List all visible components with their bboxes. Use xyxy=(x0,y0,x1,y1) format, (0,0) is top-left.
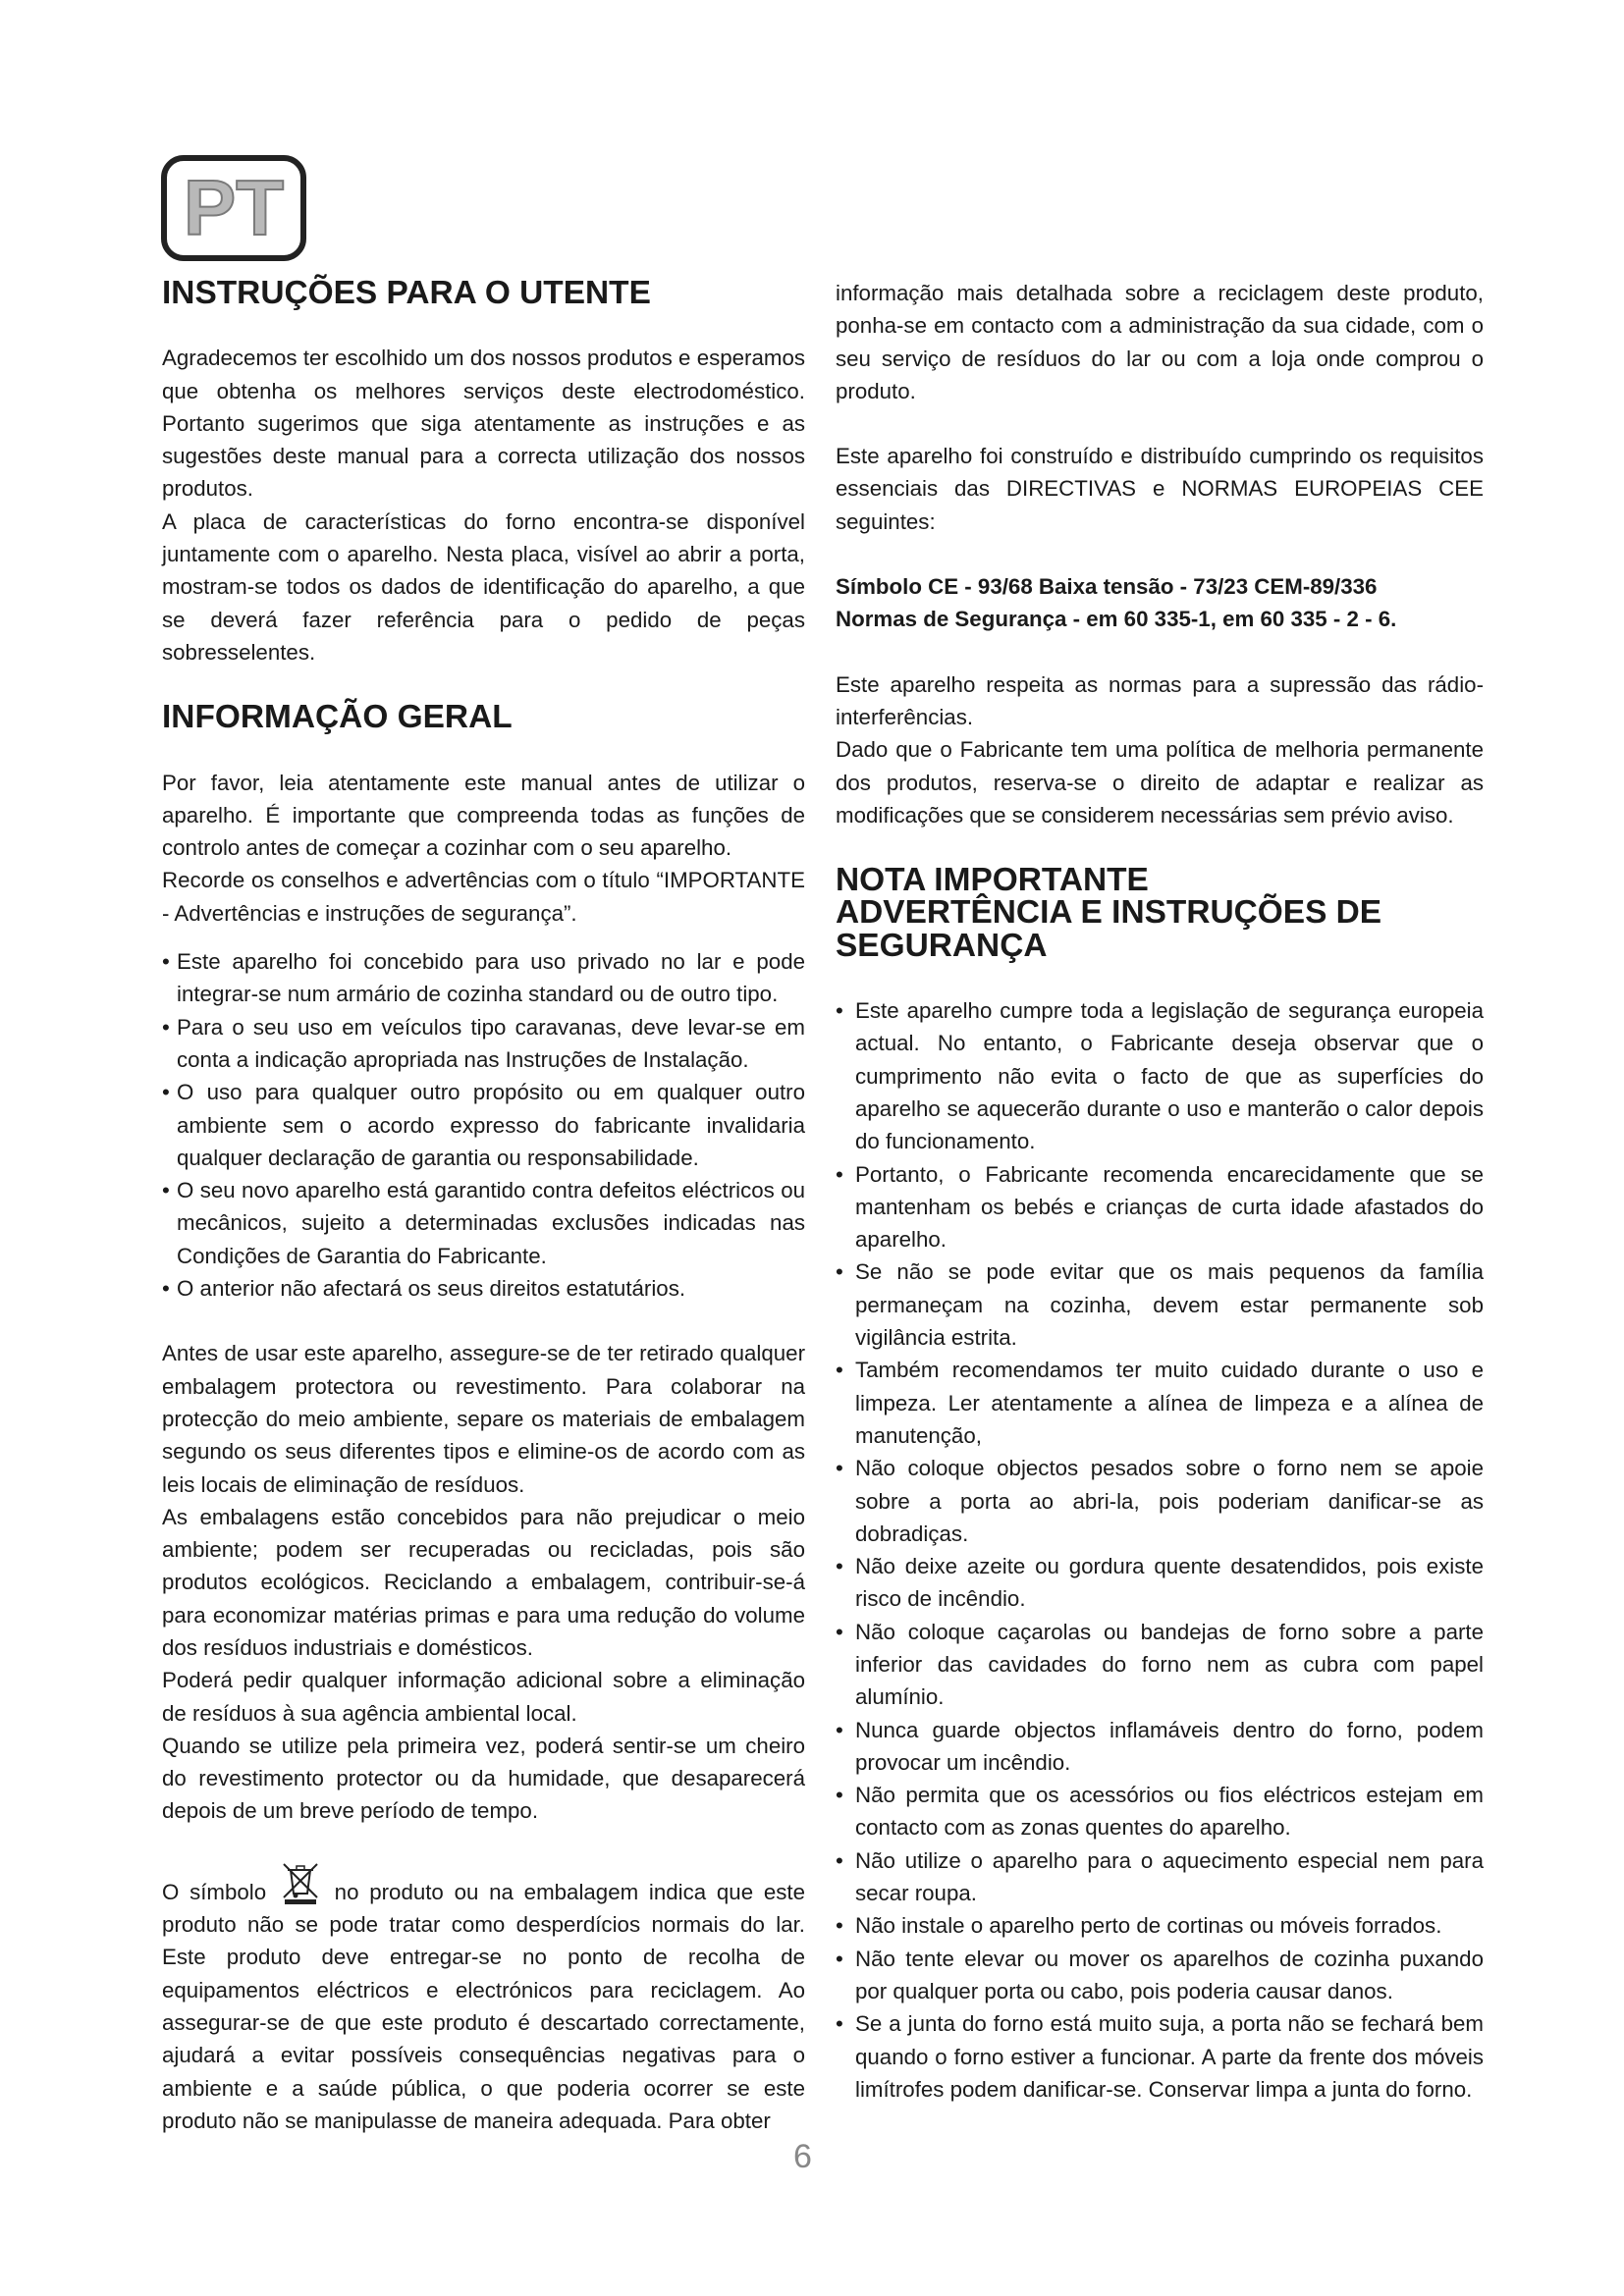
list-item: • Não coloque caçarolas ou bandejas de forno sobre a parte inferior das cavidades do forno nem as cubra com papel alumínio. xyxy=(836,1616,1484,1714)
paragraph-melhoria: Dado que o Fabricante tem uma política de melhoria permanente dos produtos, reserva-se o direito de adaptar e realizar as modificações que se considerem necessárias sem prévio aviso. xyxy=(836,737,1484,828)
language-badge-pt xyxy=(160,154,307,262)
list-item: • Também recomendamos ter muito cuidado durante o uso e limpeza. Ler atentamente a alínea de limpeza e a alínea de manutenção, xyxy=(836,1354,1484,1452)
section-heading-advertencia: ADVERTÊNCIA E INSTRUÇÕES DE SEGURANÇA xyxy=(836,894,1382,964)
language-badge-text: PT xyxy=(183,164,285,251)
paragraph-agencia-ambiental: Poderá pedir qualquer informação adicional sobre a eliminação de resíduos à sua agência ambiental local. xyxy=(162,1668,805,1726)
section-heading-instrucoes: INSTRUÇÕES PARA O UTENTE xyxy=(162,275,651,311)
paragraph-leia-manual: Por favor, leia atentamente este manual antes de utilizar o aparelho. É importante que compreenda todas as funções de controlo antes de começar a cozinhar com o seu aparelho. xyxy=(162,770,805,861)
paragraph-embalagem: Antes de usar este aparelho, assegure-se de ter retirado qualquer embalagem protectora ou revestimento. Para colaborar na protecção do meio ambiente, separe os materiais de embalagem segundo os seus diferentes tipos e elimine-os de acordo com as leis locais de eliminação de resíduos. xyxy=(162,1341,805,1497)
paragraph-reciclagem-info: informação mais detalhada sobre a reciclagem deste produto, ponha-se em contacto com a administração da sua cidade, com o seu serviço de resíduos do lar ou com a loja onde comprou o produto. xyxy=(836,281,1484,403)
list-item: • Não coloque objectos pesados sobre o forno nem se apoie sobre a porta ao abri-la, pois poderiam danificar-se as dobradiças. xyxy=(836,1452,1484,1550)
list-item: • Se não se pode evitar que os mais pequenos da família permaneçam na cozinha, devem estar permanente sob vigilância estrita. xyxy=(836,1255,1484,1354)
paragraph-cheiro: Quando se utilize pela primeira vez, poderá sentir-se um cheiro do revestimento protector ou da humidade, que desaparecerá depois de um breve período de tempo. xyxy=(162,1733,805,1824)
list-item: • Não deixe azeite ou gordura quente desatendidos, pois existe risco de incêndio. xyxy=(836,1550,1484,1616)
general-info-list xyxy=(162,945,805,1305)
paragraph-simbolo-reciclagem xyxy=(162,1860,805,2137)
list-item: • Nunca guarde objectos inflamáveis dentro do forno, podem provocar um incêndio. xyxy=(836,1714,1484,1780)
list-item: • Para o seu uso em veículos tipo caravanas, deve levar-se em conta a indicação apropriada nas Instruções de Instalação. xyxy=(162,1011,805,1077)
list-item: • Se a junta do forno está muito suja, a porta não se fechará bem quando o forno estiver a funcionar. A parte da frente dos móveis limítrofes podem danificar-se. Conservar limpa a junta do forno. xyxy=(836,2007,1484,2106)
paragraph-embalagens-ecologicas: As embalagens estão concebidos para não prejudicar o meio ambiente; podem ser recuperadas ou recicladas, pois são produtos ecológicos. Reciclando a embalagem, contribuir-se-á para economizar matérias primas e para uma redução do volume dos resíduos industriais e domésticos. xyxy=(162,1504,805,1660)
section-heading-informacao-geral: INFORMAÇÃO GERAL xyxy=(162,699,513,736)
paragraph-recorde: Recorde os conselhos e advertências com o título “IMPORTANTE - Advertências e instruções de segurança”. xyxy=(162,868,805,926)
safety-list xyxy=(836,994,1484,2106)
paragraph-radio-interferencias: Este aparelho respeita as normas para a supressão das rádio-interferências. xyxy=(836,671,1484,729)
list-item: • Não utilize o aparelho para o aquecimento especial nem para secar roupa. xyxy=(836,1844,1484,1910)
right-column xyxy=(836,277,1484,2106)
crossed-bin-icon xyxy=(279,1860,322,1905)
section-heading-nota-importante: NOTA IMPORTANTE xyxy=(836,862,1149,899)
simbolo-text: no produto ou na embalagem indica que este produto não se pode tratar como desperdícios normais do lar. Este produto deve entregar-se no ponto de recolha de equipamentos eléctricos e electrónicos para reciclagem. Ao assegurar-se de que este produto é descartado correctamente, ajudará a evitar possíveis consequências negativas para o ambiente e a saúde pública, o que poderia ocorrer se este produto não se manipulasse de maneira adequada. Para obter xyxy=(162,1879,805,2133)
list-item: • O seu novo aparelho está garantido contra defeitos eléctricos ou mecânicos, sujeito a determinadas exclusões indicadas nas Condições de Garantia do Fabricante. xyxy=(162,1174,805,1272)
page-number: 6 xyxy=(793,2138,812,2175)
ce-norms-line: Símbolo CE - 93/68 Baixa tensão - 73/23 CEM-89/336 xyxy=(836,574,1378,600)
list-item: • Não permita que os acessórios ou fios eléctricos estejam em contacto com as zonas quentes do aparelho. xyxy=(836,1779,1484,1844)
paragraph-directivas: Este aparelho foi construído e distribuído cumprindo os requisitos essenciais das DIRECTIVAS e NORMAS EUROPEIAS CEE seguintes: xyxy=(836,444,1484,534)
list-item: • Este aparelho foi concebido para uso privado no lar e pode integrar-se num armário de cozinha standard ou de outro tipo. xyxy=(162,945,805,1011)
left-column xyxy=(162,277,805,2137)
paragraph-placa: A placa de características do forno encontra-se disponível juntamente com o aparelho. Nesta placa, visível ao abrir a porta, mostram-se todos os dados de identificação do aparelho, a que se deverá fazer referência para o pedido de peças sobresselentes. xyxy=(162,508,805,665)
list-item: • O anterior não afectará os seus direitos estatutários. xyxy=(162,1272,805,1305)
simbolo-label: O símbolo xyxy=(162,1879,267,1904)
list-item: • Portanto, o Fabricante recomenda encarecidamente que se mantenham os bebés e crianças de curta idade afastados do aparelho. xyxy=(836,1158,1484,1256)
list-item: • Não instale o aparelho perto de cortinas ou móveis forrados. xyxy=(836,1909,1484,1942)
list-item: • O uso para qualquer outro propósito ou em qualquer outro ambiente sem o acordo expresso do fabricante invalidaria qualquer declaração de garantia ou responsabilidade. xyxy=(162,1076,805,1174)
safety-norms-line: Normas de Segurança - em 60 335-1, em 60 335 - 2 - 6. xyxy=(836,607,1397,632)
list-item: • Este aparelho cumpre toda a legislação de segurança europeia actual. No entanto, o Fabricante deseja observar que o cumprimento não evita o facto de que as superfícies do aparelho se aquecerão durante o uso e manterão o calor depois do funcionamento. xyxy=(836,994,1484,1157)
list-item: • Não tente elevar ou mover os aparelhos de cozinha puxando por qualquer porta ou cabo, pois poderia causar danos. xyxy=(836,1943,1484,2008)
paragraph-agradecimento: Agradecemos ter escolhido um dos nossos produtos e esperamos que obtenha os melhores serviços deste electrodoméstico. Portanto sugerimos que siga atentamente as instruções e as sugestões deste manual para a correcta utilização dos nossos produtos. xyxy=(162,346,805,502)
